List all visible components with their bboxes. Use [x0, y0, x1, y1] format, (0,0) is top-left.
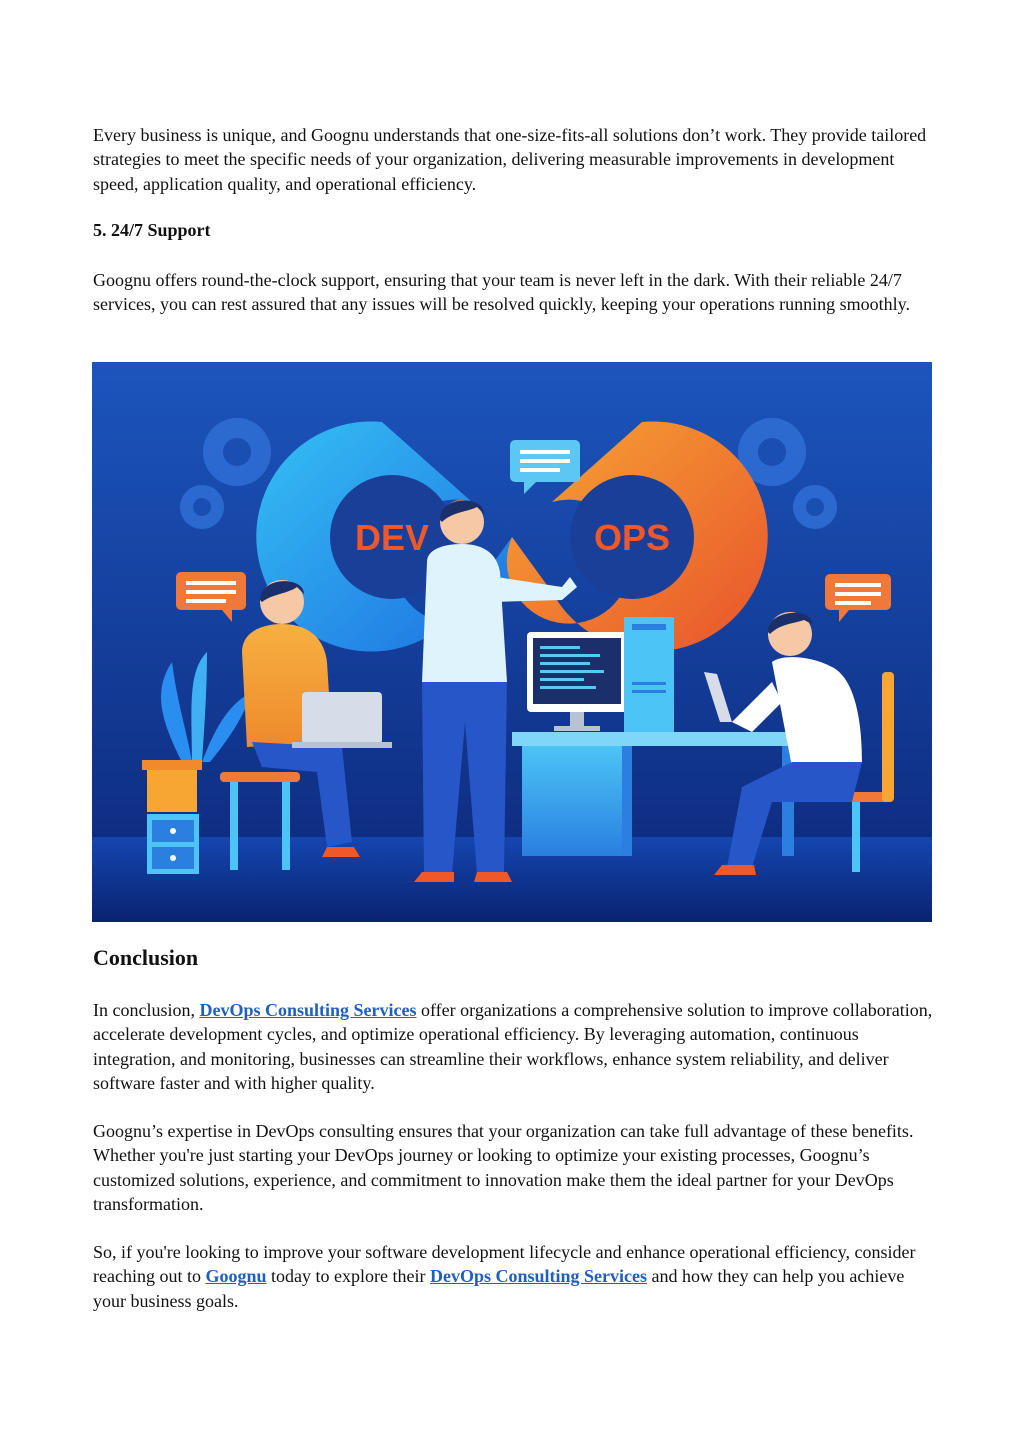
- conclusion-paragraph-3: [93, 1240, 933, 1313]
- text-span: So, if you're looking to improve your software development lifecycle and enhance operational efficiency, consider reaching out to: [93, 1242, 916, 1287]
- dev-label: DEV: [354, 517, 430, 558]
- ops-label: OPS: [593, 517, 671, 558]
- drawer-cabinet: [147, 814, 199, 874]
- intro-paragraph: Every business is unique, and Goognu understands that one-size-fits-all solutions don’t work. They provide tailored strategies to meet the specific needs of your organization, delivering measurable improvements in development speed, application quality, and operational efficiency.: [93, 125, 927, 194]
- conclusion-paragraph-2: Goognu’s expertise in DevOps consulting ensures that your organization can take full advantage of these benefits. Whether you're just starting your DevOps journey or looking to optimize your existing processes, Goognu’s customized solutions, experience, and commitment to innovation make them the ideal partner for your DevOps transformation.: [93, 1121, 914, 1214]
- text-span: offer organizations a comprehensive solution to improve collaboration, accelerate development cycles, and optimize operational efficiency. By leveraging automation, continuous integration, and monitoring, businesses can streamline their workflows, enhance system reliability, and deliver software faster and with higher quality.: [93, 1000, 933, 1093]
- support-paragraph: Goognu offers round-the-clock support, ensuring that your team is never left in the dark. With their reliable 24/7 services, you can rest assured that any issues will be resolved quickly, keeping your operations running smoothly.: [93, 270, 910, 315]
- gear-icon-right-small: [793, 485, 837, 529]
- conclusion-paragraph-1: [93, 998, 933, 1095]
- support-heading: 5. 24/7 Support: [93, 220, 211, 240]
- devops-illustration: [92, 362, 932, 922]
- goognu-link[interactable]: Goognu: [205, 1266, 267, 1287]
- computer-tower: [624, 617, 674, 732]
- text-span: and how they can help you achieve your business goals.: [93, 1266, 905, 1311]
- floor: [92, 837, 932, 922]
- text-span: today to explore their: [266, 1266, 430, 1287]
- conclusion-heading: Conclusion: [93, 945, 199, 970]
- gear-icon-left-small: [180, 485, 224, 529]
- devops-consulting-services-link[interactable]: DevOps Consulting Services: [199, 1000, 417, 1020]
- text-span: In conclusion,: [93, 1000, 200, 1020]
- gear-icon-left-large: [203, 418, 271, 486]
- devops-consulting-services-link-2[interactable]: DevOps Consulting Services: [429, 1266, 647, 1287]
